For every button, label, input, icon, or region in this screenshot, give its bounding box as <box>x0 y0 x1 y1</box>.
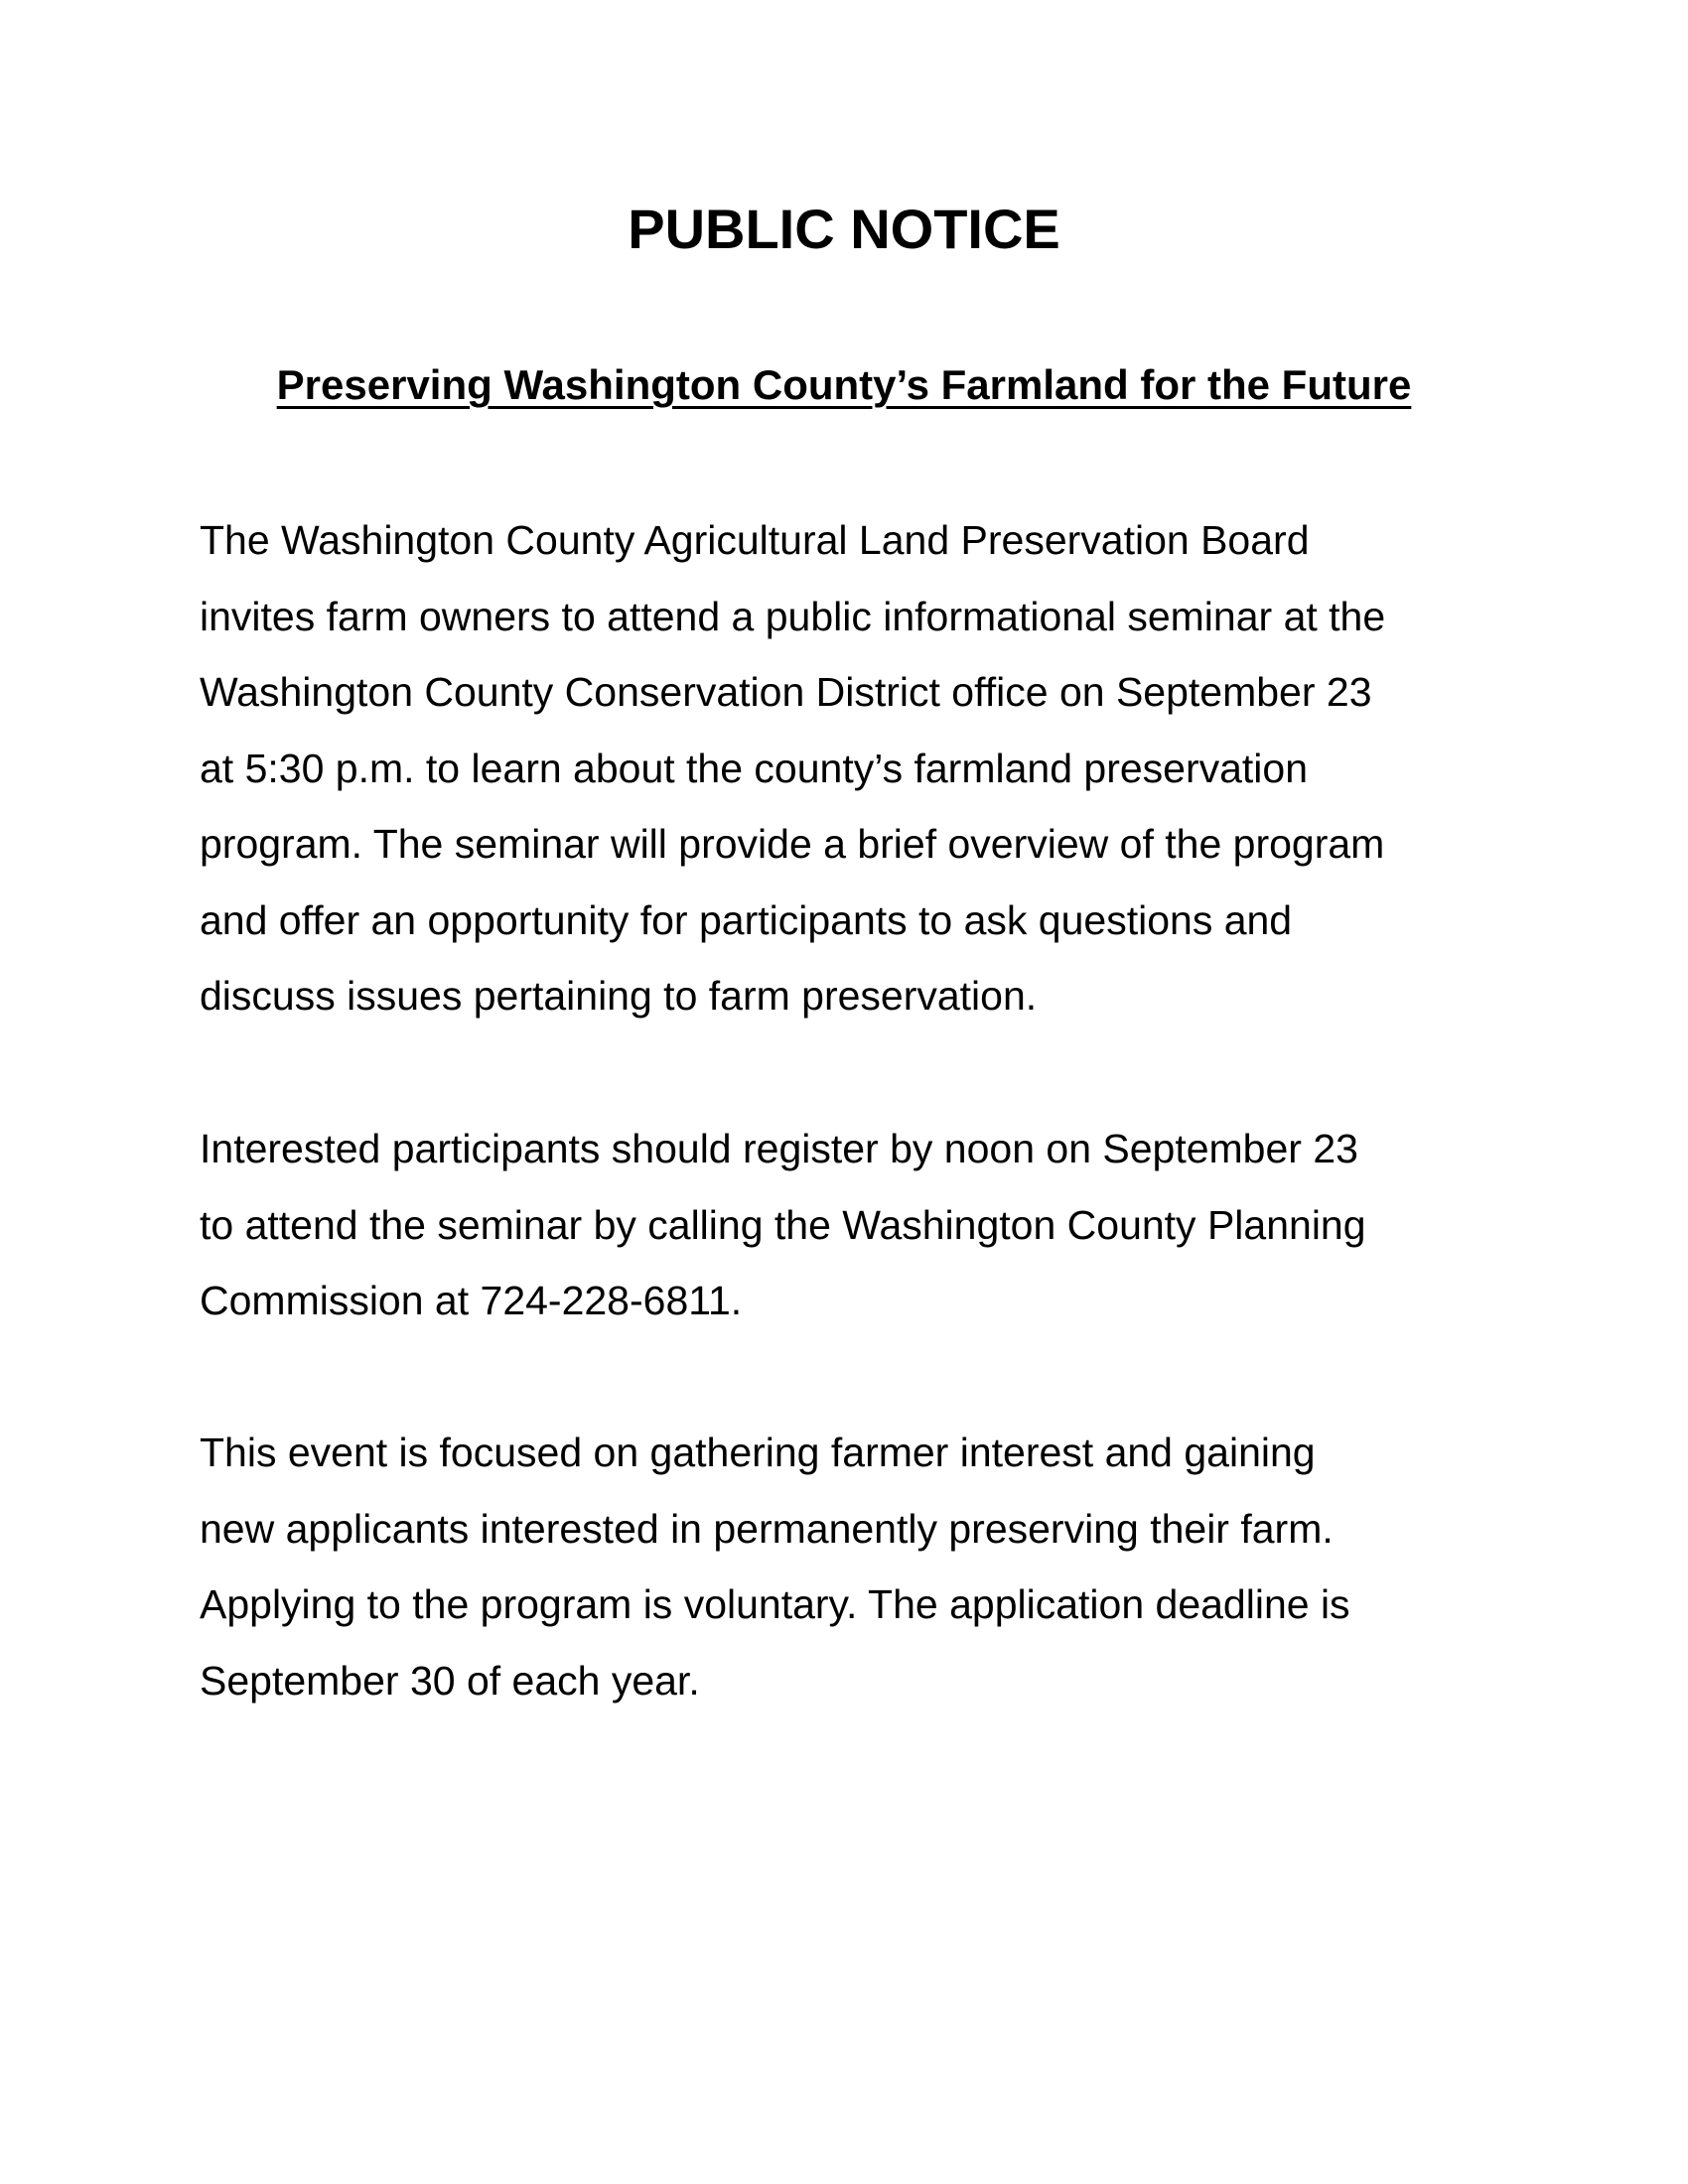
text-line: September 30 of each year. <box>200 1657 700 1704</box>
text-line: Applying to the program is voluntary. The application deadline is <box>200 1581 1350 1627</box>
text-line: Commission at 724-228-6811. <box>200 1278 743 1323</box>
text-line: Interested participants should register by noon on September 23 <box>200 1126 1358 1171</box>
text-line: Washington County Conservation District office on September 23 <box>200 669 1372 715</box>
paragraph-registration <box>200 1111 1510 1339</box>
text-line: discuss issues pertaining to farm preservation. <box>200 973 1038 1019</box>
paragraph-seminar-info <box>200 502 1510 1034</box>
text-line: This event is focused on gathering farmer interest and gaining <box>200 1430 1316 1475</box>
text-line: program. The seminar will provide a brief overview of the program <box>200 821 1385 867</box>
notice-subtitle: Preserving Washington County’s Farmland for the Future <box>276 361 1412 408</box>
text-line: The Washington County Agricultural Land Preservation Board <box>200 517 1310 563</box>
text-line: new applicants interested in permanently preserving their farm. <box>200 1505 1334 1552</box>
text-line: invites farm owners to attend a public informational seminar at the <box>200 593 1386 639</box>
text-line: at 5:30 p.m. to learn about the county’s farmland preservation <box>200 745 1309 791</box>
text-line: to attend the seminar by calling the Washington County Planning <box>200 1201 1366 1248</box>
text-line: and offer an opportunity for participants to ask questions and <box>200 896 1293 943</box>
page-title: PUBLIC NOTICE <box>628 198 1060 260</box>
paragraph-application <box>200 1415 1510 1718</box>
